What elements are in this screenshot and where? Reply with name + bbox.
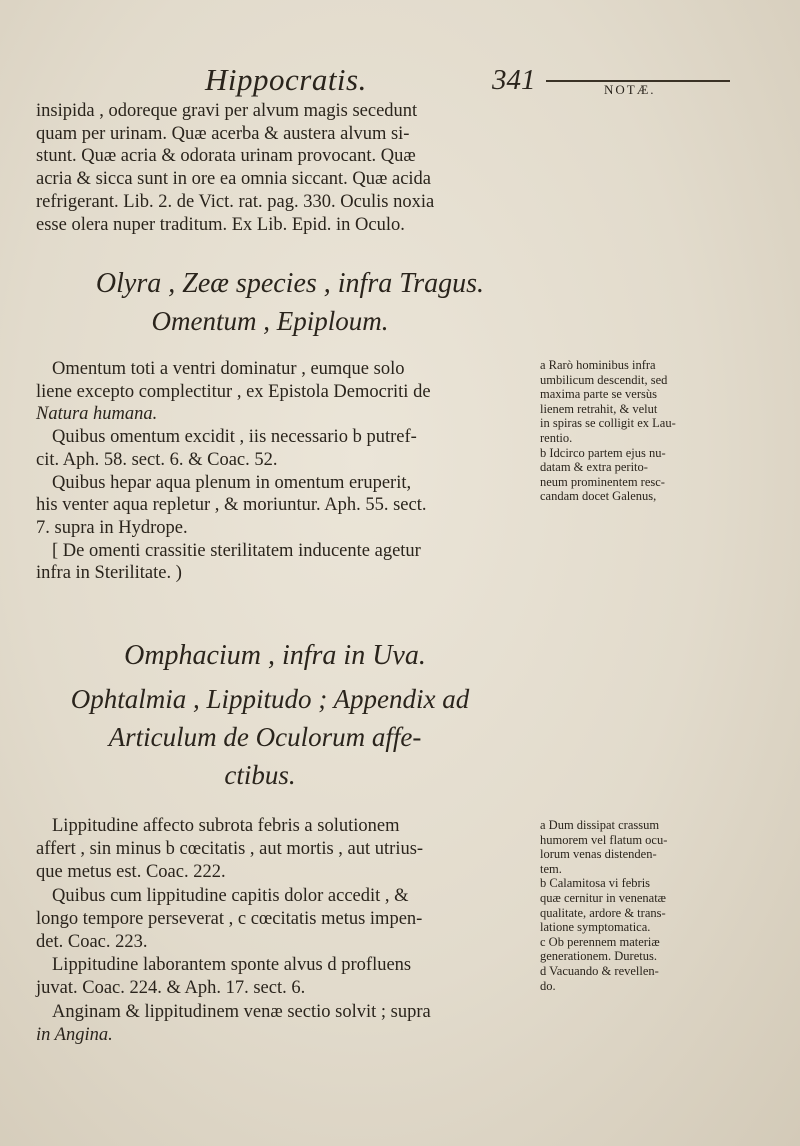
note-line: a Dum dissipat crassum — [540, 818, 660, 832]
text-line: Lippitudine laborantem sponte alvus d profluens — [52, 955, 412, 976]
heading-ophtalmia-1: Ophtalmia , Lippitudo ; Appendix ad — [70, 684, 470, 714]
notes-block-1 — [540, 358, 765, 504]
note-line: in spiras se colligit ex Lau- — [540, 416, 676, 431]
note-line: rentio. — [540, 430, 573, 445]
text-line: cit. Aph. 58. sect. 6. & Coac. 52. — [36, 449, 278, 470]
text-block-3 — [36, 815, 538, 1047]
text-line: insipida , odoreque gravi per alvum magis secedunt — [36, 101, 418, 121]
heading-ophtalmia-2: Articulum de Oculorum affe- — [108, 722, 422, 752]
note-line: do. — [540, 978, 556, 993]
note-line: datam & extra perito- — [540, 460, 648, 475]
note-line: b Calamitosa vi febris — [540, 876, 651, 891]
note-line: c Ob perennem materiæ — [540, 934, 660, 949]
heading-ophtalmia-3: ctibus. — [224, 760, 296, 790]
text-line: refrigerant. Lib. 2. de Vict. rat. pag. 330. Oculis noxia — [36, 191, 435, 212]
text-line: longo tempore perseverat , c cœcitatis metus impen- — [36, 908, 423, 929]
running-title: Hippocratis. — [205, 62, 367, 97]
note-line: neum prominentem resc- — [540, 474, 665, 489]
text-block-1 — [36, 100, 538, 236]
text-line: Natura humana. — [36, 404, 158, 425]
note-line: b Idcirco partem ejus nu- — [540, 445, 666, 460]
note-line: qualitate, ardore & trans- — [540, 905, 666, 920]
text-line: det. Coac. 223. — [36, 932, 148, 953]
page-header — [0, 62, 800, 102]
page-number: 341 — [492, 64, 536, 96]
notes-block-2 — [540, 818, 765, 993]
text-line: que metus est. Coac. 222. — [36, 862, 226, 883]
text-block-2 — [36, 358, 538, 585]
note-line: quæ cernitur in venenatæ — [540, 890, 667, 905]
note-line: d Vacuando & revellen- — [540, 963, 659, 978]
note-line: latione symptomatica. — [540, 920, 651, 935]
text-line: [ De omenti crassitie sterilitatem inducente agetur — [52, 540, 421, 561]
text-line: Quibus omentum excidit , iis necessario b putref- — [52, 427, 417, 448]
note-line: humorem vel flatum ocu- — [540, 832, 668, 847]
text-line: 7. supra in Hydrope. — [36, 517, 188, 538]
text-line: liene excepto complectitur , ex Epistola Democriti de — [36, 381, 431, 402]
text-line: esse olera nuper traditum. Ex Lib. Epid. in Oculo. — [36, 214, 405, 235]
note-line: umbilicum descendit, sed — [540, 372, 668, 387]
text-line: Anginam & lippitudinem venæ sectio solvit ; supra — [52, 1001, 431, 1022]
text-line: in Angina. — [36, 1024, 113, 1045]
text-line: infra in Sterilitate. ) — [36, 563, 182, 584]
note-line: a Rarò hominibus infra — [540, 358, 656, 372]
heading-omentum: Omentum , Epiploum. — [151, 306, 389, 336]
notes-label: NOTÆ. — [604, 82, 656, 97]
note-line: maxima parte se versùs — [540, 387, 657, 402]
text-line: Quibus hepar aqua plenum in omentum eruperit, — [52, 472, 412, 493]
text-line: Quibus cum lippitudine capitis dolor accedit , & — [52, 885, 409, 906]
text-line: acria & sicca sunt in ore ea omnia siccant. Quæ acida — [36, 169, 432, 190]
text-line: quam per urinam. Quæ acerba & austera alvum si- — [36, 123, 410, 144]
text-line: affert , sin minus b cœcitatis , aut mortis , aut utrius- — [36, 839, 424, 860]
text-line: stunt. Quæ acria & odorata urinam provocant. Quæ — [36, 146, 416, 167]
note-line: lorum venas distenden- — [540, 847, 657, 862]
text-line: juvat. Coac. 224. & Aph. 17. sect. 6. — [36, 978, 306, 999]
note-line: tem. — [540, 861, 562, 876]
heading-omphacium: Omphacium , infra in Uva. — [124, 640, 426, 671]
text-line: his venter aqua repletur , & moriuntur. Aph. 55. sect. — [36, 495, 427, 516]
note-line: lienem retrahit, & velut — [540, 401, 658, 416]
text-line: Lippitudine affecto subrota febris a solutionem — [52, 816, 400, 836]
note-line: candam docet Galenus, — [540, 489, 657, 504]
text-line: Omentum toti a ventri dominatur , eumque solo — [52, 359, 405, 379]
heading-olyra: Olyra , Zeæ species , infra Tragus. — [95, 268, 485, 299]
note-line: generationem. Duretus. — [540, 949, 657, 964]
